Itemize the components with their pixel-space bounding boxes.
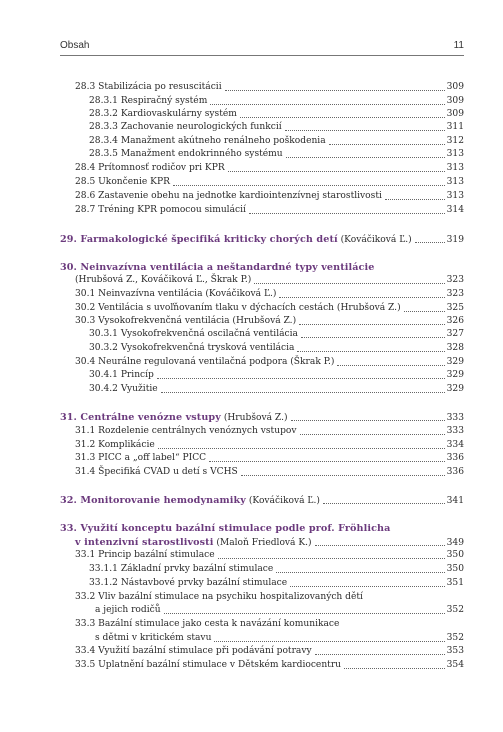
toc-entry[interactable]: 31.2 Komplikácie 334: [75, 440, 464, 450]
running-header-title: Obsah: [60, 40, 90, 51]
toc-entry[interactable]: 30.1 Neinvazívna ventilácia (Kováčiková Ľ.) 323: [75, 289, 464, 299]
toc-entry[interactable]: 31.1 Rozdelenie centrálnych venóznych vstupov 333: [75, 426, 464, 436]
toc-entry[interactable]: 30.3.2 Vysokofrekvenčná trysková ventilácia 328: [89, 343, 464, 353]
toc-entry[interactable]: 33.5 Uplatnění bazální stimulace v Dětském kardiocentru 354: [75, 660, 464, 670]
toc-entry[interactable]: a jejich rodičů 352: [95, 605, 464, 615]
toc-chapter-29[interactable]: 29. Farmakologické špecifiká kriticky chorých detí (Kováčiková Ľ.) 319: [60, 234, 464, 245]
toc-entry[interactable]: 30.3 Vysokofrekvenčná ventilácia (Hrubšová Z.) 326: [75, 316, 464, 326]
toc-entry[interactable]: 33.2 Vliv bazální stimulace na psychiku hospitalizovaných dětí: [75, 592, 363, 602]
toc-entry[interactable]: 28.3.5 Manažment endokrinného systému 313: [89, 149, 464, 159]
toc-entry[interactable]: 28.7 Tréning KPR pomocou simulácií 314: [75, 205, 464, 215]
toc-entry[interactable]: 33.1 Princip bazální stimulace 350: [75, 550, 464, 560]
toc-chapter-31[interactable]: 31. Centrálne venózne vstupy (Hrubšová Z.) 333: [60, 412, 464, 423]
toc-entry[interactable]: 33.1.2 Nástavbové prvky bazální stimulace 351: [89, 578, 464, 588]
toc-chapter-33[interactable]: 33. Využití konceptu bazální stimulace podle prof. Fröhlicha: [60, 523, 391, 534]
header-rule: [60, 55, 464, 56]
toc-entry[interactable]: 28.3 Stabilizácia po resuscitácii 309: [75, 82, 464, 92]
running-header: [60, 40, 464, 54]
toc-entry[interactable]: 33.4 Využití bazální stimulace při podávání potravy 353: [75, 646, 464, 656]
toc-entry[interactable]: 28.5 Ukončenie KPR 313: [75, 177, 464, 187]
toc-entry[interactable]: s dětmi v kritickém stavu 352: [95, 633, 464, 643]
toc-entry[interactable]: (Hrubšová Z., Kováčiková Ľ., Škrak P.) 323: [75, 275, 464, 285]
toc-entry[interactable]: 33.3 Bazální stimulace jako cesta k navázání komunikace: [75, 619, 340, 629]
toc-entry[interactable]: 30.4 Neurálne regulovaná ventilačná podpora (Škrak P.) 329: [75, 357, 464, 367]
toc-entry[interactable]: 28.3.1 Respiračný systém 309: [89, 96, 464, 106]
toc-entry[interactable]: 28.3.4 Manažment akútneho renálneho poškodenia 312: [89, 136, 464, 146]
toc-entry[interactable]: 33.1.1 Základní prvky bazální stimulace 350: [89, 564, 464, 574]
toc-entry[interactable]: 28.4 Prítomnosť rodičov pri KPR 313: [75, 163, 464, 173]
toc-entry[interactable]: 28.3.3 Zachovanie neurologických funkcií 311: [89, 122, 464, 132]
toc-entry[interactable]: 31.3 PICC a „off label“ PICC 336: [75, 453, 464, 463]
toc-entry[interactable]: 28.6 Zastavenie obehu na jednotke kardiointenzívnej starostlivosti 313: [75, 191, 464, 201]
toc-chapter-32[interactable]: 32. Monitorovanie hemodynamiky (Kováčiková Ľ.) 341: [60, 495, 464, 506]
page-number: 11: [453, 40, 464, 51]
toc-entry[interactable]: 30.2 Ventilácia s uvoľňovaním tlaku v dýchacích cestách (Hrubšová Z.) 325: [75, 303, 464, 313]
toc-chapter-33-cont[interactable]: v intenzivní starostlivosti (Maloň Friedlová K.) 349: [75, 537, 464, 548]
toc-entry[interactable]: 30.3.1 Vysokofrekvenčná oscilačná ventilácia 327: [89, 329, 464, 339]
toc-entry[interactable]: 31.4 Špecifiká CVAD u detí s VCHS 336: [75, 467, 464, 477]
toc-chapter-30[interactable]: 30. Neinvazívna ventilácia a neštandardné typy ventilácie: [60, 262, 375, 273]
toc-entry[interactable]: 28.3.2 Kardiovaskulárny systém 309: [89, 109, 464, 119]
toc-entry[interactable]: 30.4.1 Princíp 329: [89, 370, 464, 380]
toc-entry[interactable]: 30.4.2 Využitie 329: [89, 384, 464, 394]
